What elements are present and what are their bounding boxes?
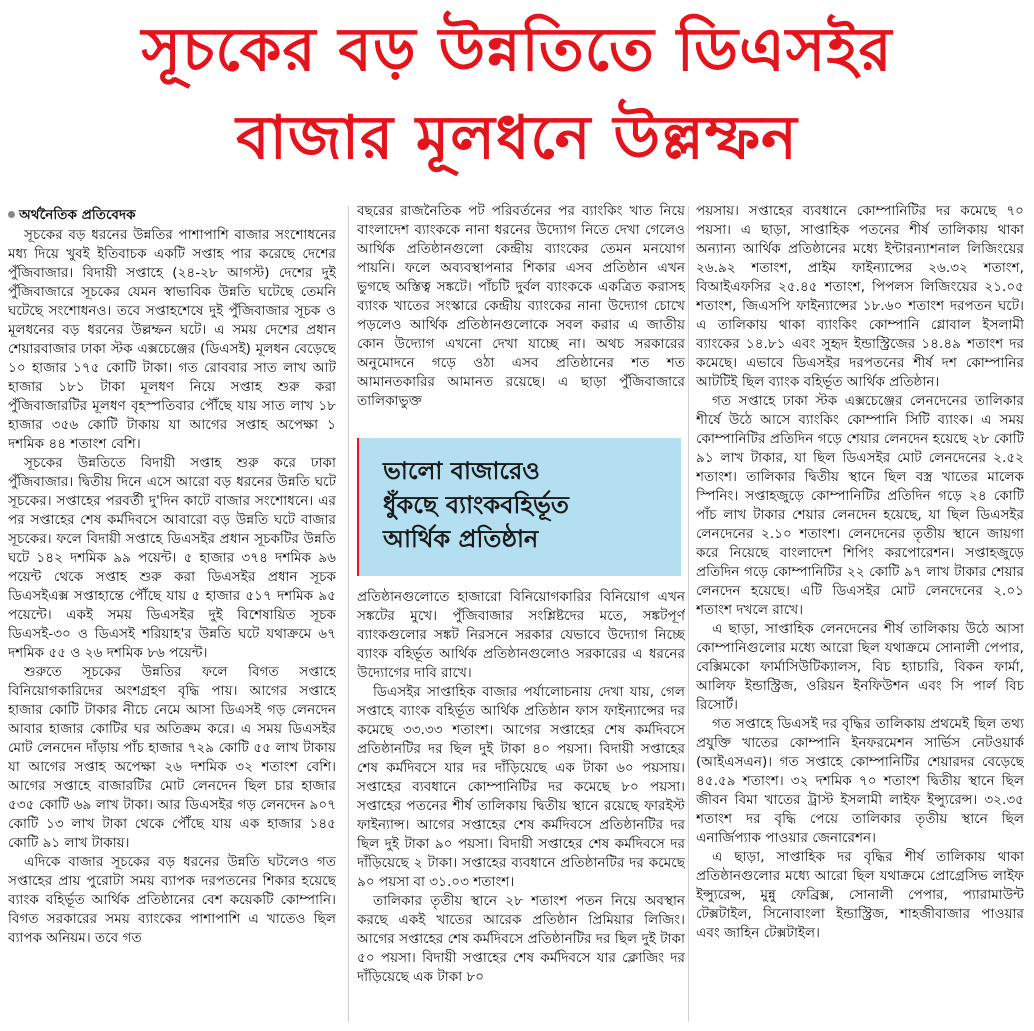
- headline-line-1: সূচকের বড় উন্নতিতে ডিএসইর: [141, 15, 893, 85]
- pull-quote-text: [383, 454, 673, 556]
- paragraph: প্রতিষ্ঠানগুলোতে হাজারো বিনিয়োগকারির বিনিয়োগ এখন সঙ্কটের মুখে। পুঁজিবাজার সংশ্লিষ্টদের মতে, সঙ্কটপূর্ণ ব্যাংকগুলোর সঙ্কট নিরসনে সরকার যেভাবে উদ্যোগ নিচ্ছে ব্যাংক বহির্ভূত আর্থিক প্রতিষ্ঠানগুলোও সরকারের এ ধরনের উদ্যোগের দাবি রাখে।: [357, 589, 685, 681]
- pull-quote-line-3: আর্থিক প্রতিষ্ঠান: [383, 525, 539, 553]
- bullet-icon: [8, 211, 15, 218]
- paragraph: পয়সায়। সপ্তাহের ব্যবধানে কোম্পানিটির দর কমেছে ৭০ পয়সা। এ ছাড়া, সাপ্তাহিক পতনের শীর্ষ তালিকায় থাকা অন্যান্য আর্থিক প্রতিষ্ঠানের মধ্যে ইন্টারন্যাশনাল লিজিংয়ের ২৬.৯২ শতাংশ, প্রাইম ফাইন্যান্সের ২৬.৩২ শতাংশ, বিআইএফসির ২৫.৪৫ শতাংশ, পিপলস লিজিংয়ের ২১.০৫ শতাংশ, জিএসপি ফাইন্যান্সের ১৮.৬০ শতাংশ দরপতন ঘটে। এ তালিকায় থাকা ব্যাংকিং কোম্পানি গ্লোবাল ইসলামী ব্যাংকের ১৪.৮১ এবং সুহৃদ ইন্ডাস্ট্রিজের ১৪.৪৯ শতাংশ দর কমেছে। এভাবে ডিএসইর দরপতনের শীর্ষ দশ কোম্পানির আটটিই ছিল ব্যাংক বহির্ভূত আর্থিক প্রতিষ্ঠান।: [696, 203, 1024, 390]
- paragraph: শুরুতে সূচকের উন্নতির ফলে বিগত সপ্তাহে বিনিয়োগকারিদের অংশগ্রহণ বৃদ্ধি পায়। আগের সপ্তাহে হাজার কোটি টাকার নীচে নেমে আসা ডিএসই গড় লেনদেন আবার হাজার কোটির ঘর অতিক্রম করে। এ সময় ডিএসইর মোট লেনদেন দাঁড়ায় পাঁচ হাজার ৭২৯ কোটি ৫৫ লাখ টাকায় যা আগের সপ্তাহ অপেক্ষা ২৬ দশমিক ৩২ শতাংশ বেশি। আগের সপ্তাহে বাজারটির মোট লেনদেন ছিল চার হাজার ৫৩৫ কোটি ৬৯ লাখ টাকা। আর ডিএসইর গড় লেনদেন ৯০৭ কোটি ১৩ লাখ টাকা থেকে পৌঁছে যায় এক হাজার ১৪৫ কোটি ৯১ লাখ টাকায়।: [8, 664, 336, 851]
- paragraph: এ ছাড়া, সাপ্তাহিক লেনদেনের শীর্ষ তালিকায় উঠে আসা কোম্পানিগুলোর মধ্যে আরো ছিল যথাক্রমে সোনালী পেপার, বেক্সিমকো ফার্মাসিউটিক্যালস, বিচ হ্যাচারি, বিকন ফার্মা, আলিফ ইন্ডাস্ট্রিজ, ওরিয়ন ইনফিউশন এবং সি পার্ল বিচ রিসোর্ট।: [696, 621, 1024, 713]
- dateline: [8, 206, 136, 225]
- pull-quote-line-2: ধুঁকছে ব্যাংকবহির্ভূত: [383, 491, 569, 519]
- pull-quote-box: [357, 438, 681, 576]
- paragraph: তালিকার তৃতীয় স্থানে ২৮ শতাংশ পতন নিয়ে অবস্থান করছে একই খাতের আরেক প্রতিষ্ঠান প্রিমিয়ার লিজিং। আগের সপ্তাহের শেষ কর্মদিবসে প্রতিষ্ঠানটির দর ছিল দুই টাকা ৫০ পয়সা। বিদায়ী সপ্তাহের শেষ কর্মদিবসে যার ক্লোজিং দর দাঁড়িয়েছে এক টাকা ৮০: [357, 893, 685, 985]
- column-divider: [688, 206, 689, 1022]
- paragraph: বছরের রাজনৈতিক পট পরিবর্তনের পর ব্যাংকিং খাত নিয়ে বাংলাদেশ ব্যাংককে নানা ধরনের উদ্যোগ নিতে দেখা গেলেও আর্থিক প্রতিষ্ঠানগুলো কেন্দ্রীয় ব্যাংকের তেমন মনযোগ পায়নি। ফলে অব্যবস্থাপনার শিকার এসব প্রতিষ্ঠান এখন ভুগছে অস্তিত্ব সঙ্কটে। পাঁচটি দুর্বল ব্যাংককে একত্রিত করাসহ ব্যাংক খাতের সংস্কারে কেন্দ্রীয় ব্যাংকের নানা উদ্যোগ চোখে পড়লেও আর্থিক প্রতিষ্ঠানগুলোকে সবল করার এ জাতীয় কোন উদ্যোগ এখনো দেখা যাচ্ছে না। অথচ সরকারের অনুমোদনে গড়ে ওঠা এসব প্রতিষ্ঠানের শত শত আমানতকারির আমানত রয়েছে। এ ছাড়া পুঁজিবাজারে তালিকাভুক্ত: [357, 203, 685, 409]
- paragraph: ডিএসইর সাপ্তাহিক বাজার পর্যালোচনায় দেখা যায়, গেল সপ্তাহে ব্যাংক বহির্ভূত আর্থিক প্রতিষ্ঠান ফাস ফাইন্যান্সের দর কমেছে ৩৩.৩৩ শতাংশ। আগের সপ্তাহের শেষ কর্মদিবসে প্রতিষ্ঠানটির দর ছিল দুই টাকা ৪০ পয়সা। বিদায়ী সপ্তাহের শেষ কর্মদিবসে যার দর দাঁড়িয়েছে এক টাকা ৬০ পয়সায়। সপ্তাহের ব্যবধানে কোম্পানিটির দর কমেছে ৮০ পয়সা। সপ্তাহের পতনের শীর্ষ তালিকায় দ্বিতীয় স্থানে রয়েছে ফারইস্ট ফাইন্যান্স। আগের সপ্তাহের শেষ কর্মদিবসে প্রতিষ্ঠানটির দর ছিল দুই টাকা ৯০ পয়সা। বিদায়ী সপ্তাহের শেষ কর্মদিবসে দর দাঁড়িয়েছে ২ টাকা। সপ্তাহের ব্যবধানে প্রতিষ্ঠানটির দর কমেছে ৯০ পয়সা বা ৩১.০৩ শতাংশ।: [357, 684, 685, 890]
- column-divider: [348, 206, 349, 1022]
- headline: [0, 6, 1034, 182]
- headline-line-2: বাজার মূলধনে উল্লম্ফন: [236, 103, 798, 173]
- column-2-top-text: [357, 202, 685, 424]
- article-column-1: [8, 206, 336, 1026]
- paragraph: এ ছাড়া, সাপ্তাহিক দর বৃদ্ধির শীর্ষ তালিকায় থাকা প্রতিষ্ঠানগুলোর মধ্যে আরো ছিল যথাক্রমে প্রোগ্রেসিভ লাইফ ইন্স্যুরেন্স, মুন্নু ফেব্রিক্স, সোনালী পেপার, প্যারামাউন্ট টেক্সটাইল, সিনোবাংলা ইন্ডাস্ট্রিজ, শাহজীবাজার পাওয়ার এবং জাহিন টেক্সটাইল।: [696, 849, 1024, 941]
- paragraph: সূচকের বড় ধরনের উন্নতির পাশাপাশি বাজার সংশোধনের মধ্য দিয়ে খুবই ইতিবাচক একটি সপ্তাহ পার করেছে দেশের পুঁজিবাজার। বিদায়ী সপ্তাহে (২৪-২৮ আগস্ট) দেশের দুই পুঁজিবাজারে সূচকের যেমন স্বাভাবিক উন্নতি ঘটেছে তেমনি ঘটেছে সংশোধনও। তবে সপ্তাহশেষে দুই পুঁজিবাজার সূচক ও মূলধনের বড় ধরনের উল্লম্ফন ঘটে। এ সময় দেশের প্রধান শেয়ারবাজার ঢাকা স্টক এক্সচেঞ্জের (ডিএসই) মূলধন বেড়েছে ১০ হাজার ১৭৫ কোটি টাকা। গত রোববার সাত লাখ আট হাজার ১৮১ টাকা মূলধণ নিয়ে সপ্তাহ শুরু করা পুঁজিবাজারটির মূলধণ বৃহস্পতিবার পৌঁছে যায় সাত লাখ ১৮ হাজার ৩৫৬ কোটি টাকায় যা আগের সপ্তাহ অপেক্ষা ১ দশমিক ৪৪ শতাংশ বেশি।: [8, 227, 336, 452]
- column-2-bottom-text: [357, 588, 685, 987]
- paragraph: এদিকে বাজার সূচকের বড় ধরনের উন্নতি ঘটলেও গত সপ্তাহের প্রায় পুরোটা সময় ব্যাপক দরপতনের শিকার হয়েছে ব্যাংক বহির্ভূত আর্থিক প্রতিষ্ঠানের বেশ কয়েকটি কোম্পানি। বিগত সরকারের সময় ব্যাংকের পাশাপাশি এ খাতেও ছিল ব্যাপক অনিয়ম। তবে গত: [8, 854, 336, 946]
- paragraph: গত সপ্তাহে ডিএসই দর বৃদ্ধির তালিকায় প্রথমেই ছিল তথ্য প্রযুক্তি খাতের কোম্পানি ইনফরমেশন সার্ভিস নেটওয়ার্ক (আইএসএন)। গত সপ্তাহে কোম্পানিটির শেয়ারদর বেড়েছে ৪৫.৫৯ শতাংশ। ৩২ দশমিক ৭০ শতাংশ দ্বিতীয় স্থানে ছিল জীবন বিমা খাতের ট্রাস্ট ইসলামী লাইফ ইন্স্যুরেন্স। ৩২.৩৫ শতাংশ দর বৃদ্ধি পেয়ে তালিকার তৃতীয় স্থানে ছিল এনার্জিপ্যাক পাওয়ার জেনারেশন।: [696, 716, 1024, 846]
- pull-quote-accent-bar: [357, 438, 359, 576]
- article-column-2: [357, 202, 685, 1022]
- article-column-3: [696, 202, 1024, 1022]
- dateline-text: অর্থনৈতিক প্রতিবেদক: [19, 207, 136, 223]
- paragraph: গত সপ্তাহে ঢাকা স্টক এক্সচেঞ্জের লেনদেনের তালিকার শীর্ষে উঠে আসে ব্যাংকিং কোম্পানি সিটি ব্যাংক। এ সময় কোম্পানিটির প্রতিদিন গড়ে শেয়ার লেনদেন হয়েছে ২৮ কোটি ৯১ লাখ টাকার, যা ছিল ডিএসইর মোট লেনদেনের ২.৫২ শতাংশ। তালিকার দ্বিতীয় স্থানে ছিল বস্ত্র খাতের মালেক স্পিনিং। সপ্তাহজুড়ে কোম্পানিটির প্রতিদিন গড়ে ২৪ কোটি পাঁচ লাখ টাকার শেয়ার লেনদেন হয়েছে, যা ছিল ডিএসইর লেনদেনের ২.১০ শতাংশ। লেনদেনের তৃতীয় স্থানে জায়গা করে নিয়েছে বাংলাদেশ শিপিং করপোরেশন। সপ্তাহজুড়ে প্রতিদিন গড়ে কোম্পানিটির ২২ কোটি ৯৭ লাখ টাকার শেয়ার লেনদেন হয়েছে। এটি ডিএসইর মোট লেনদেনের ২.০১ শতাংশ দখলে রাখে।: [696, 393, 1024, 618]
- paragraph: সূচকের উন্নতিতে বিদায়ী সপ্তাহ শুরু করে ঢাকা পুঁজিবাজার। দ্বিতীয় দিনে এসে আরো বড় ধরনের উন্নতি ঘটে সূচকের। সপ্তাহের পরবর্তী দু'দিন কাটে বাজার সংশোধনে। এর পর সপ্তাহের শেষ কর্মদিবসে আবারো বড় উন্নতি ঘটে বাজার সূচকের। ফলে বিদায়ী সপ্তাহে ডিএসইর প্রধান সূচকটির উন্নতি ঘটে ১৪২ দশমিক ৯৯ পয়েন্ট। ৫ হাজার ৩৭৪ দশমিক ৯৬ পয়েন্ট থেকে সপ্তাহ শুরু করা ডিএসইর প্রধান সূচক ডিএসইএক্স সপ্তাহান্তে পৌঁছে যায় ৫ হাজার ৫১৭ দশমিক ৯৫ পয়েন্টে। একই সময় ডিএসইর দুই বিশেষায়িত সূচক ডিএসই-৩০ ও ডিএসই শরিয়াহ'র উন্নতি ঘটে যথাক্রমে ৬৭ দশমিক ৫৫ ও ২৬ দশমিক ৮৬ পয়েন্ট।: [8, 455, 336, 661]
- pull-quote-line-1: ভালো বাজারেও: [383, 457, 540, 485]
